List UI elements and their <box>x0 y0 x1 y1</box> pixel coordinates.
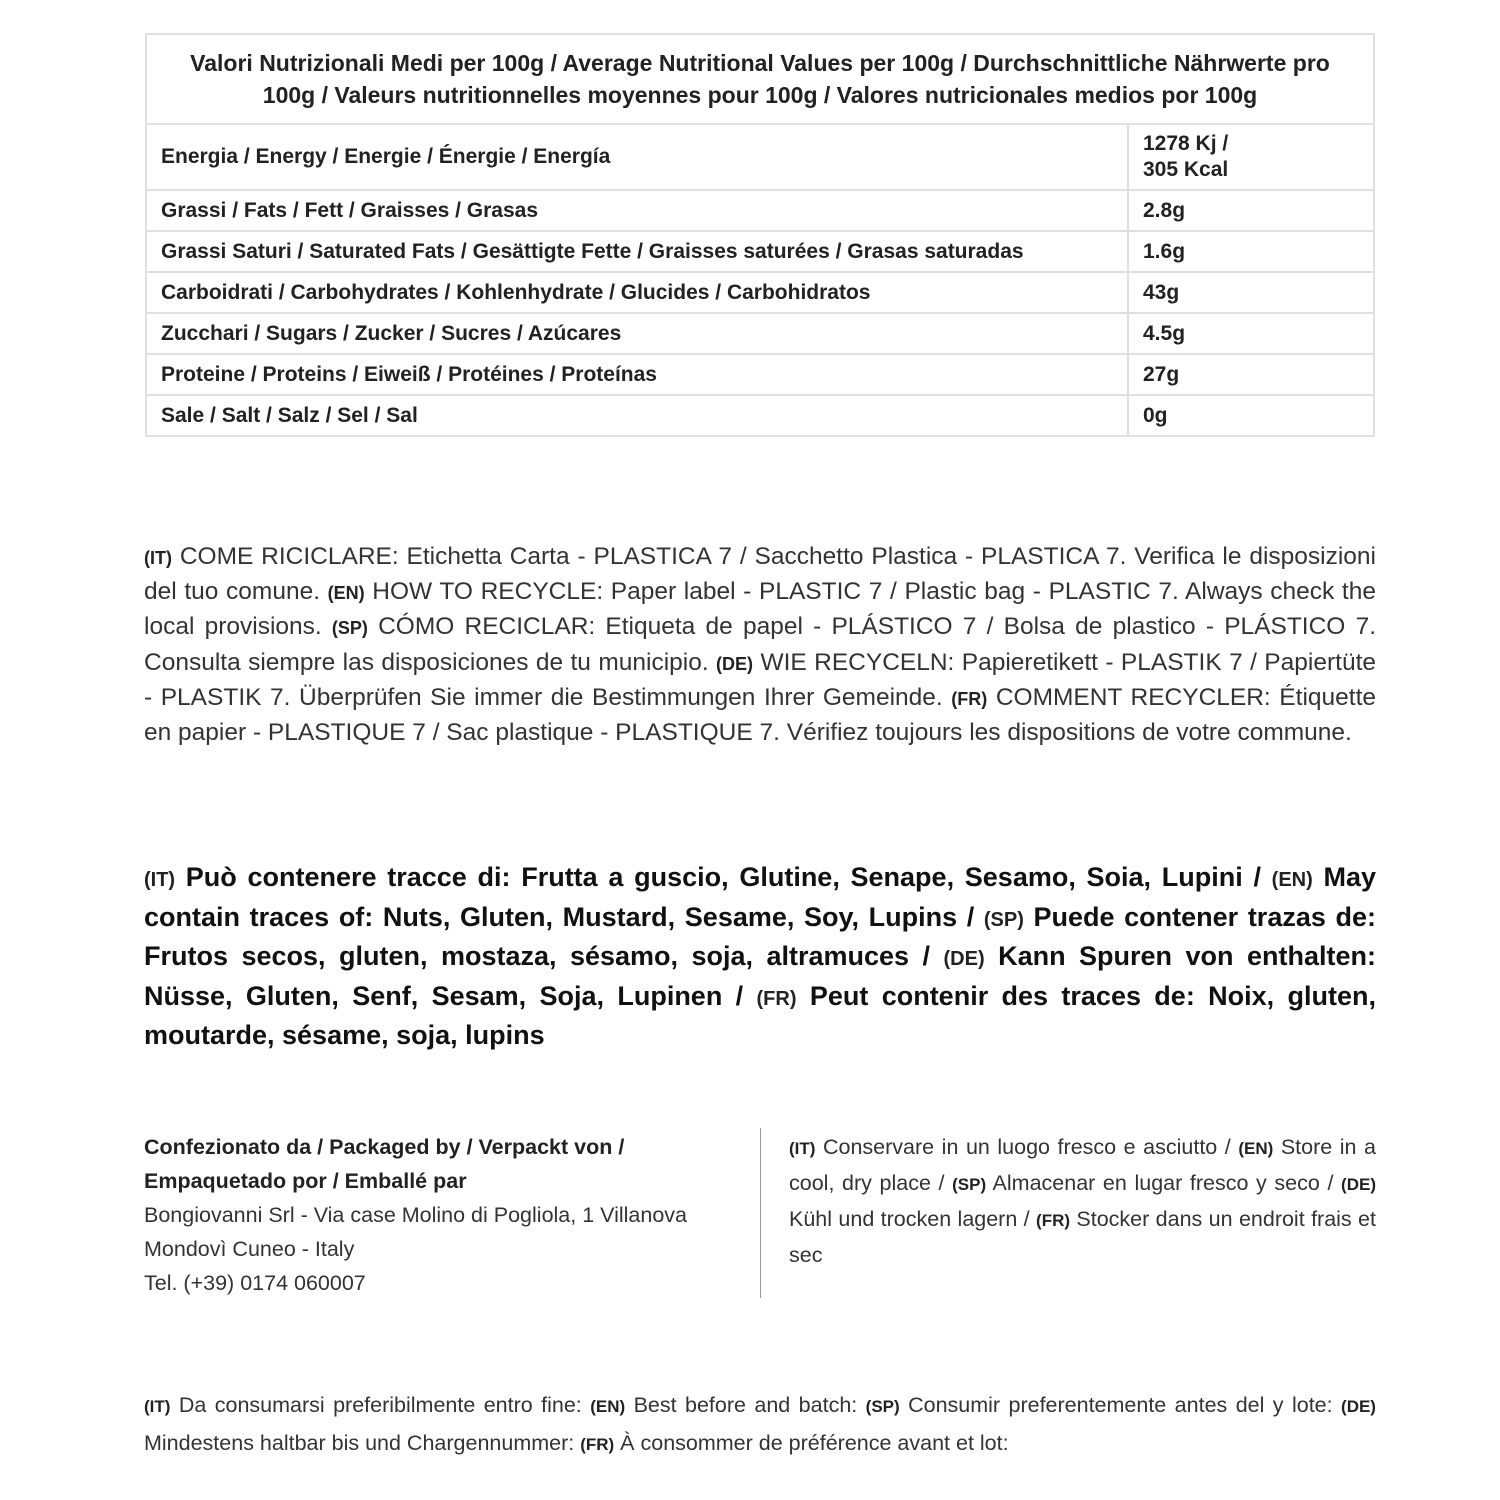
language-code: (SP) <box>983 908 1024 931</box>
language-code: (FR) <box>756 987 797 1010</box>
language-code: (SP) <box>865 1397 900 1416</box>
nutrition-row <box>146 190 1374 231</box>
language-code: (IT) <box>144 548 172 568</box>
nutrition-row <box>146 313 1374 354</box>
nutrition-table <box>145 33 1375 437</box>
nutrition-row-energy <box>146 124 1374 190</box>
storage-text: Store in a cool, dry place / <box>789 1135 1376 1195</box>
packager-address: Bongiovanni Srl - Via case Molino di Pogliola, 1 Villanova <box>144 1203 688 1227</box>
nutrient-value: 2.8g <box>1128 190 1374 231</box>
energy-kj: 1278 Kj / <box>1143 132 1229 155</box>
nutrient-value: 0g <box>1128 395 1374 436</box>
best-before-text: Consumir preferentemente antes del y lote: <box>899 1393 1342 1417</box>
energy-kcal: 305 Kcal <box>1143 158 1229 181</box>
best-before-info <box>144 1387 1376 1463</box>
recycling-instructions <box>144 540 1376 749</box>
nutrient-label: Proteine / Proteins / Eiweiß / Protéines / Proteínas <box>146 354 1128 395</box>
recycling-text: HOW TO RECYCLE: Paper label - PLASTIC 7 / Plastic bag - PLASTIC 7. Always check the local provisions. <box>144 578 1376 641</box>
storage-text: Conservare in un luogo fresco e asciutto / <box>815 1135 1239 1159</box>
language-code: (IT) <box>789 1139 816 1158</box>
nutrient-label: Energia / Energy / Energie / Énergie / Energía <box>146 124 1128 190</box>
nutrition-header: Valori Nutrizionali Medi per 100g / Average Nutritional Values per 100g / Durchschnittliche Nährwerte pro 100g / Valeurs nutritionnelles moyennes pour 100g / Valores nutricionales medios por 100g <box>146 34 1374 124</box>
allergen-text: Puede contener trazas de: Frutos secos, gluten, mostaza, sésamo, soja, altramuces / <box>144 901 1376 972</box>
language-code: (IT) <box>144 1397 171 1416</box>
nutrient-value: 43g <box>1128 272 1374 313</box>
language-code: (EN) <box>1271 869 1313 891</box>
allergen-text: Kann Spuren von enthalten: Nüsse, Gluten, Senf, Sesam, Soja, Lupinen / <box>144 941 1376 1011</box>
allergen-warning <box>144 859 1376 1054</box>
nutrient-label: Sale / Salt / Salz / Sel / Sal <box>146 395 1128 436</box>
nutrition-row <box>146 354 1374 395</box>
best-before-text: Mindestens haltbar bis und Chargennummer: <box>144 1431 581 1455</box>
storage-text: Kühl und trocken lagern / <box>789 1207 1037 1231</box>
storage-text: Almacenar en lugar fresco y seco / <box>986 1171 1342 1195</box>
allergen-text: Peut contenir des traces de: Noix, gluten, moutarde, sésame, soja, lupins <box>144 980 1376 1051</box>
language-code: (FR) <box>1036 1211 1071 1230</box>
language-code: (DE) <box>1341 1397 1376 1416</box>
language-code: (DE) <box>1341 1175 1376 1194</box>
language-code: (FR) <box>580 1435 615 1454</box>
packager-label: Confezionato da / Packaged by / Verpackt von / <box>144 1135 625 1159</box>
packager-label: Empaquetado por / Emballé par <box>144 1169 467 1193</box>
language-code: (SP) <box>331 618 368 639</box>
storage-text: Stocker dans un endroit frais et sec <box>789 1207 1376 1267</box>
nutrient-value: 4.5g <box>1128 313 1374 354</box>
allergen-text: Può contenere tracce di: Frutta a guscio, Glutine, Senape, Sesamo, Soia, Lupini / <box>175 862 1272 892</box>
recycling-text: COME RICICLARE: Etichetta Carta - PLASTICA 7 / Sacchetto Plastica - PLASTICA 7. Verifica le disposizioni del tuo comune. <box>144 543 1376 606</box>
nutrition-row <box>146 231 1374 272</box>
nutrient-value: 27g <box>1128 354 1374 395</box>
packager-info <box>144 1130 734 1300</box>
recycling-text: WIE RECYCELN: Papieretikett - PLASTIK 7 / Papiertüte - PLASTIK 7. Überprüfen Sie immer die Bestimmungen Ihrer Gemeinde. <box>144 648 1376 711</box>
nutrient-label: Zucchari / Sugars / Zucker / Sucres / Azúcares <box>146 313 1128 354</box>
column-divider <box>760 1128 761 1298</box>
nutrient-label: Carboidrati / Carbohydrates / Kohlenhydrate / Glucides / Carbohidratos <box>146 272 1128 313</box>
nutrient-label: Grassi Saturi / Saturated Fats / Gesättigte Fette / Graisses saturées / Grasas saturadas <box>146 231 1128 272</box>
nutrient-value <box>1128 124 1374 190</box>
recycling-text: COMMENT RECYCLER: Étiquette en papier - PLASTIQUE 7 / Sac plastique - PLASTIQUE 7. Vérifiez toujours les dispositions de votre commune. <box>144 683 1376 747</box>
language-code: (EN) <box>1238 1139 1274 1158</box>
language-code: (EN) <box>590 1397 626 1416</box>
language-code: (FR) <box>951 688 988 709</box>
packager-phone: Tel. (+39) 0174 060007 <box>144 1271 366 1295</box>
nutrient-value: 1.6g <box>1128 231 1374 272</box>
best-before-text: Da consumarsi preferibilmente entro fine: <box>170 1393 591 1417</box>
storage-instructions <box>789 1130 1376 1272</box>
language-code: (SP) <box>952 1175 987 1194</box>
recycling-text: CÓMO RECICLAR: Etiqueta de papel - PLÁSTICO 7 / Bolsa de plastico - PLÁSTICO 7. Consulta siempre las disposiciones de tu municipio. <box>144 613 1376 676</box>
language-code: (IT) <box>144 869 176 891</box>
nutrition-row <box>146 395 1374 436</box>
packager-address: Mondovì Cuneo - Italy <box>144 1237 355 1261</box>
allergen-text: May contain traces of: Nuts, Gluten, Mustard, Sesame, Soy, Lupins / <box>144 862 1376 932</box>
language-code: (DE) <box>716 653 754 674</box>
best-before-text: À consommer de préférence avant et lot: <box>614 1431 1009 1455</box>
language-code: (DE) <box>943 948 985 971</box>
nutrition-row <box>146 272 1374 313</box>
nutrient-label: Grassi / Fats / Fett / Graisses / Grasas <box>146 190 1128 231</box>
best-before-text: Best before and batch: <box>625 1393 866 1417</box>
language-code: (EN) <box>327 583 365 604</box>
